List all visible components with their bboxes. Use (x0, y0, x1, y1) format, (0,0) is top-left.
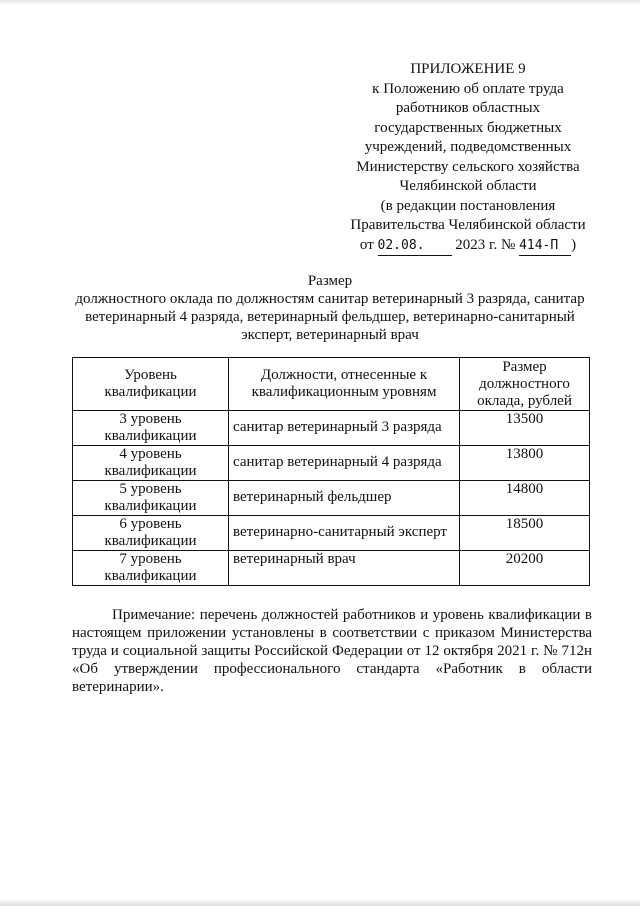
cell-level: 6 уровень квалификации (73, 516, 229, 551)
appendix-line: государственных бюджетных (374, 119, 562, 136)
document-title (40, 272, 620, 344)
appendix-date-line (340, 236, 596, 257)
appendix-line: к Положению об оплате труда (372, 80, 564, 97)
cell-salary: 13500 (460, 411, 590, 446)
title-line: эксперт, ветеринарный врач (241, 327, 419, 343)
appendix-header (340, 60, 596, 256)
header-positions: Должности, отнесенные к квалификационным уровням (229, 358, 460, 411)
scan-edge-bottom (0, 898, 640, 906)
year-text: 2023 г. № (455, 236, 516, 253)
cell-level: 4 уровень квалификации (73, 446, 229, 481)
cell-position (229, 481, 460, 516)
appendix-line: (в редакции постановления (380, 197, 556, 214)
appendix-line: Правительства Челябинской области (350, 217, 586, 233)
title-line: Размер (307, 273, 353, 289)
cell-salary: 20200 (460, 551, 590, 586)
appendix-line: Министерству сельского хозяйства (356, 158, 580, 175)
cell-position (229, 516, 460, 551)
closing-paren: ) (571, 236, 577, 253)
cell-salary: 13800 (460, 446, 590, 481)
number-field: 414-П (519, 236, 571, 257)
header-qualification-level: Уровень квалификации (73, 358, 229, 411)
table-row (73, 551, 590, 586)
cell-level: 7 уровень квалификации (73, 551, 229, 586)
table-row (73, 481, 590, 516)
date-field: 02.08. (378, 236, 452, 257)
header-salary: Размер должностного оклада, рублей (460, 358, 590, 411)
scan-edge-top (0, 0, 640, 6)
appendix-line: Челябинской области (399, 178, 537, 194)
position-text: санитар ветеринарный 3 разряда (233, 419, 442, 435)
cell-position (229, 411, 460, 446)
position-text: ветеринарный фельдшер (233, 489, 392, 505)
appendix-title: ПРИЛОЖЕНИЕ 9 (410, 61, 526, 77)
appendix-line: работников областных (395, 100, 541, 116)
cell-position (229, 551, 460, 586)
table-row (73, 411, 590, 446)
table-header-row (73, 358, 590, 411)
position-text: санитар ветеринарный 4 разряда (233, 454, 442, 470)
title-line: должностного оклада по должностям санитар ветеринарный 3 разряда, санитар (75, 291, 585, 307)
date-prefix: от (359, 236, 374, 253)
table-row (73, 516, 590, 551)
appendix-line: учреждений, подведомственных (364, 139, 572, 155)
table-row (73, 446, 590, 481)
cell-position (229, 446, 460, 481)
cell-level: 5 уровень квалификации (73, 481, 229, 516)
title-line: ветеринарный 4 разряда, ветеринарный фельдшер, ветеринарно-санитарный (85, 309, 575, 325)
position-text: ветеринарный врач (233, 551, 356, 567)
cell-salary: 14800 (460, 481, 590, 516)
position-text: ветеринарно-санитарный эксперт (233, 524, 447, 540)
cell-level: 3 уровень квалификации (73, 411, 229, 446)
salary-table (72, 357, 590, 586)
cell-salary: 18500 (460, 516, 590, 551)
footnote: Примечание: перечень должностей работников и уровень квалификации в настоящем приложении установлены в соответствии с приказом Министерства труда и социальной защиты Российской Федерации от 12 октября 2021 г. № 712н «Об утверждении профессионального стандарта «Работник в области ветеринарии». (72, 607, 592, 695)
